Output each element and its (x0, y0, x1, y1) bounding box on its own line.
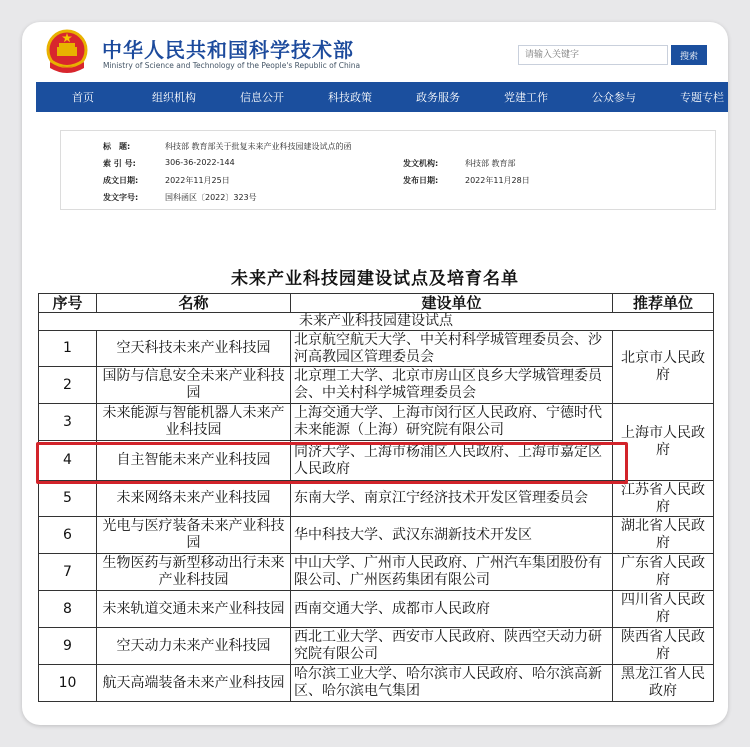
nav-item-policy[interactable]: 科技政策 (328, 91, 372, 104)
row-name: 未来网络未来产业科技园 (97, 481, 291, 517)
row-no: 6 (39, 517, 97, 554)
row-name: 生物医药与新型移动出行未来产业科技园 (97, 554, 291, 591)
row-no: 10 (39, 665, 97, 702)
nav-item-party[interactable]: 党建工作 (504, 91, 548, 104)
row-name: 空天动力未来产业科技园 (97, 628, 291, 665)
doc-issuer-label: 发文机构: (403, 159, 439, 168)
row-recommender: 四川省人民政府 (613, 591, 714, 628)
header-recommender: 推荐单位 (613, 294, 714, 313)
row-name: 未来能源与智能机器人未来产业科技园 (97, 404, 291, 441)
park-list-table (38, 293, 714, 702)
doc-publish-value: 2022年11月28日 (465, 176, 530, 185)
row-no: 7 (39, 554, 97, 591)
row-recommender: 湖北省人民政府 (613, 517, 714, 554)
row-no: 3 (39, 404, 97, 441)
header-name: 名称 (97, 294, 291, 313)
document-info-panel (60, 130, 716, 210)
row-unit: 上海交通大学、上海市闵行区人民政府、宁德时代未来能源（上海）研究院有限公司 (291, 404, 613, 441)
row-unit: 西北工业大学、西安市人民政府、陕西空天动力研究院有限公司 (291, 628, 613, 665)
row-unit: 北京理工大学、北京市房山区良乡大学城管理委员会、中关村科学城管理委员会 (291, 367, 613, 404)
doc-index-value: 306-36-2022-144 (165, 158, 235, 167)
row-recommender: 陕西省人民政府 (613, 628, 714, 665)
table-row (39, 367, 714, 404)
row-unit: 华中科技大学、武汉东湖新技术开发区 (291, 517, 613, 554)
row-no: 9 (39, 628, 97, 665)
nav-item-info-disclosure[interactable]: 信息公开 (240, 91, 284, 104)
site-title[interactable]: 中华人民共和国科学技术部 (102, 38, 354, 62)
row-name: 航天高端装备未来产业科技园 (97, 665, 291, 702)
doc-title-label: 标 题: (103, 142, 131, 151)
header-unit: 建设单位 (291, 294, 613, 313)
main-nav (36, 82, 728, 112)
nav-item-home[interactable]: 首页 (72, 91, 94, 104)
row-unit: 哈尔滨工业大学、哈尔滨市人民政府、哈尔滨高新区、哈尔滨电气集团 (291, 665, 613, 702)
page-card (22, 22, 728, 725)
list-title: 未来产业科技园建设试点及培育名单 (231, 269, 519, 289)
table-row (39, 331, 714, 367)
doc-issuer-value: 科技部 教育部 (465, 159, 516, 168)
row-name: 自主智能未来产业科技园 (97, 441, 291, 481)
doc-date-label: 成文日期: (103, 176, 139, 185)
doc-number-label: 发文字号: (103, 193, 139, 202)
row-recommender: 上海市人民政府 (613, 404, 714, 481)
table-header-row (39, 294, 714, 313)
nav-item-public[interactable]: 公众参与 (592, 91, 636, 104)
row-no: 5 (39, 481, 97, 517)
table-row (39, 554, 714, 591)
table-row (39, 404, 714, 441)
row-recommender: 黑龙江省人民政府 (613, 665, 714, 702)
row-no: 4 (39, 441, 97, 481)
search-button[interactable]: 搜索 (671, 45, 707, 65)
row-no: 8 (39, 591, 97, 628)
doc-number-value: 国科函区〔2022〕323号 (165, 193, 257, 202)
header-no: 序号 (39, 294, 97, 313)
row-unit: 同济大学、上海市杨浦区人民政府、上海市嘉定区人民政府 (291, 441, 613, 481)
search-input[interactable] (518, 45, 668, 65)
nav-item-services[interactable]: 政务服务 (416, 91, 460, 104)
table-row (39, 665, 714, 702)
row-name: 国防与信息安全未来产业科技园 (97, 367, 291, 404)
row-unit: 西南交通大学、成都市人民政府 (291, 591, 613, 628)
national-emblem-icon (44, 28, 90, 76)
table-row (39, 441, 714, 481)
row-name: 未来轨道交通未来产业科技园 (97, 591, 291, 628)
row-name: 光电与医疗装备未来产业科技园 (97, 517, 291, 554)
row-recommender: 江苏省人民政府 (613, 481, 714, 517)
nav-item-organization[interactable]: 组织机构 (152, 91, 196, 104)
table-row (39, 517, 714, 554)
doc-date-value: 2022年11月25日 (165, 176, 230, 185)
row-unit: 北京航空航天大学、中关村科学城管理委员会、沙河高教园区管理委员会 (291, 331, 613, 367)
row-recommender: 北京市人民政府 (613, 331, 714, 404)
site-subtitle: Ministry of Science and Technology of the People's Republic of China (103, 61, 361, 70)
row-no: 1 (39, 331, 97, 367)
row-unit: 中山大学、广州市人民政府、广州汽车集团股份有限公司、广州医药集团有限公司 (291, 554, 613, 591)
table-row (39, 628, 714, 665)
row-no: 2 (39, 367, 97, 404)
row-recommender: 广东省人民政府 (613, 554, 714, 591)
nav-item-topics[interactable]: 专题专栏 (680, 91, 724, 104)
section-label: 未来产业科技园建设试点 (39, 313, 714, 331)
table-row (39, 591, 714, 628)
table-row (39, 481, 714, 517)
row-name: 空天科技未来产业科技园 (97, 331, 291, 367)
site-header (22, 22, 728, 84)
doc-title-value: 科技部 教育部关于批复未来产业科技园建设试点的函 (165, 142, 352, 151)
row-unit: 东南大学、南京江宁经济技术开发区管理委员会 (291, 481, 613, 517)
doc-index-label: 索 引 号: (103, 159, 136, 168)
section-row (39, 313, 714, 331)
doc-publish-label: 发布日期: (403, 176, 439, 185)
